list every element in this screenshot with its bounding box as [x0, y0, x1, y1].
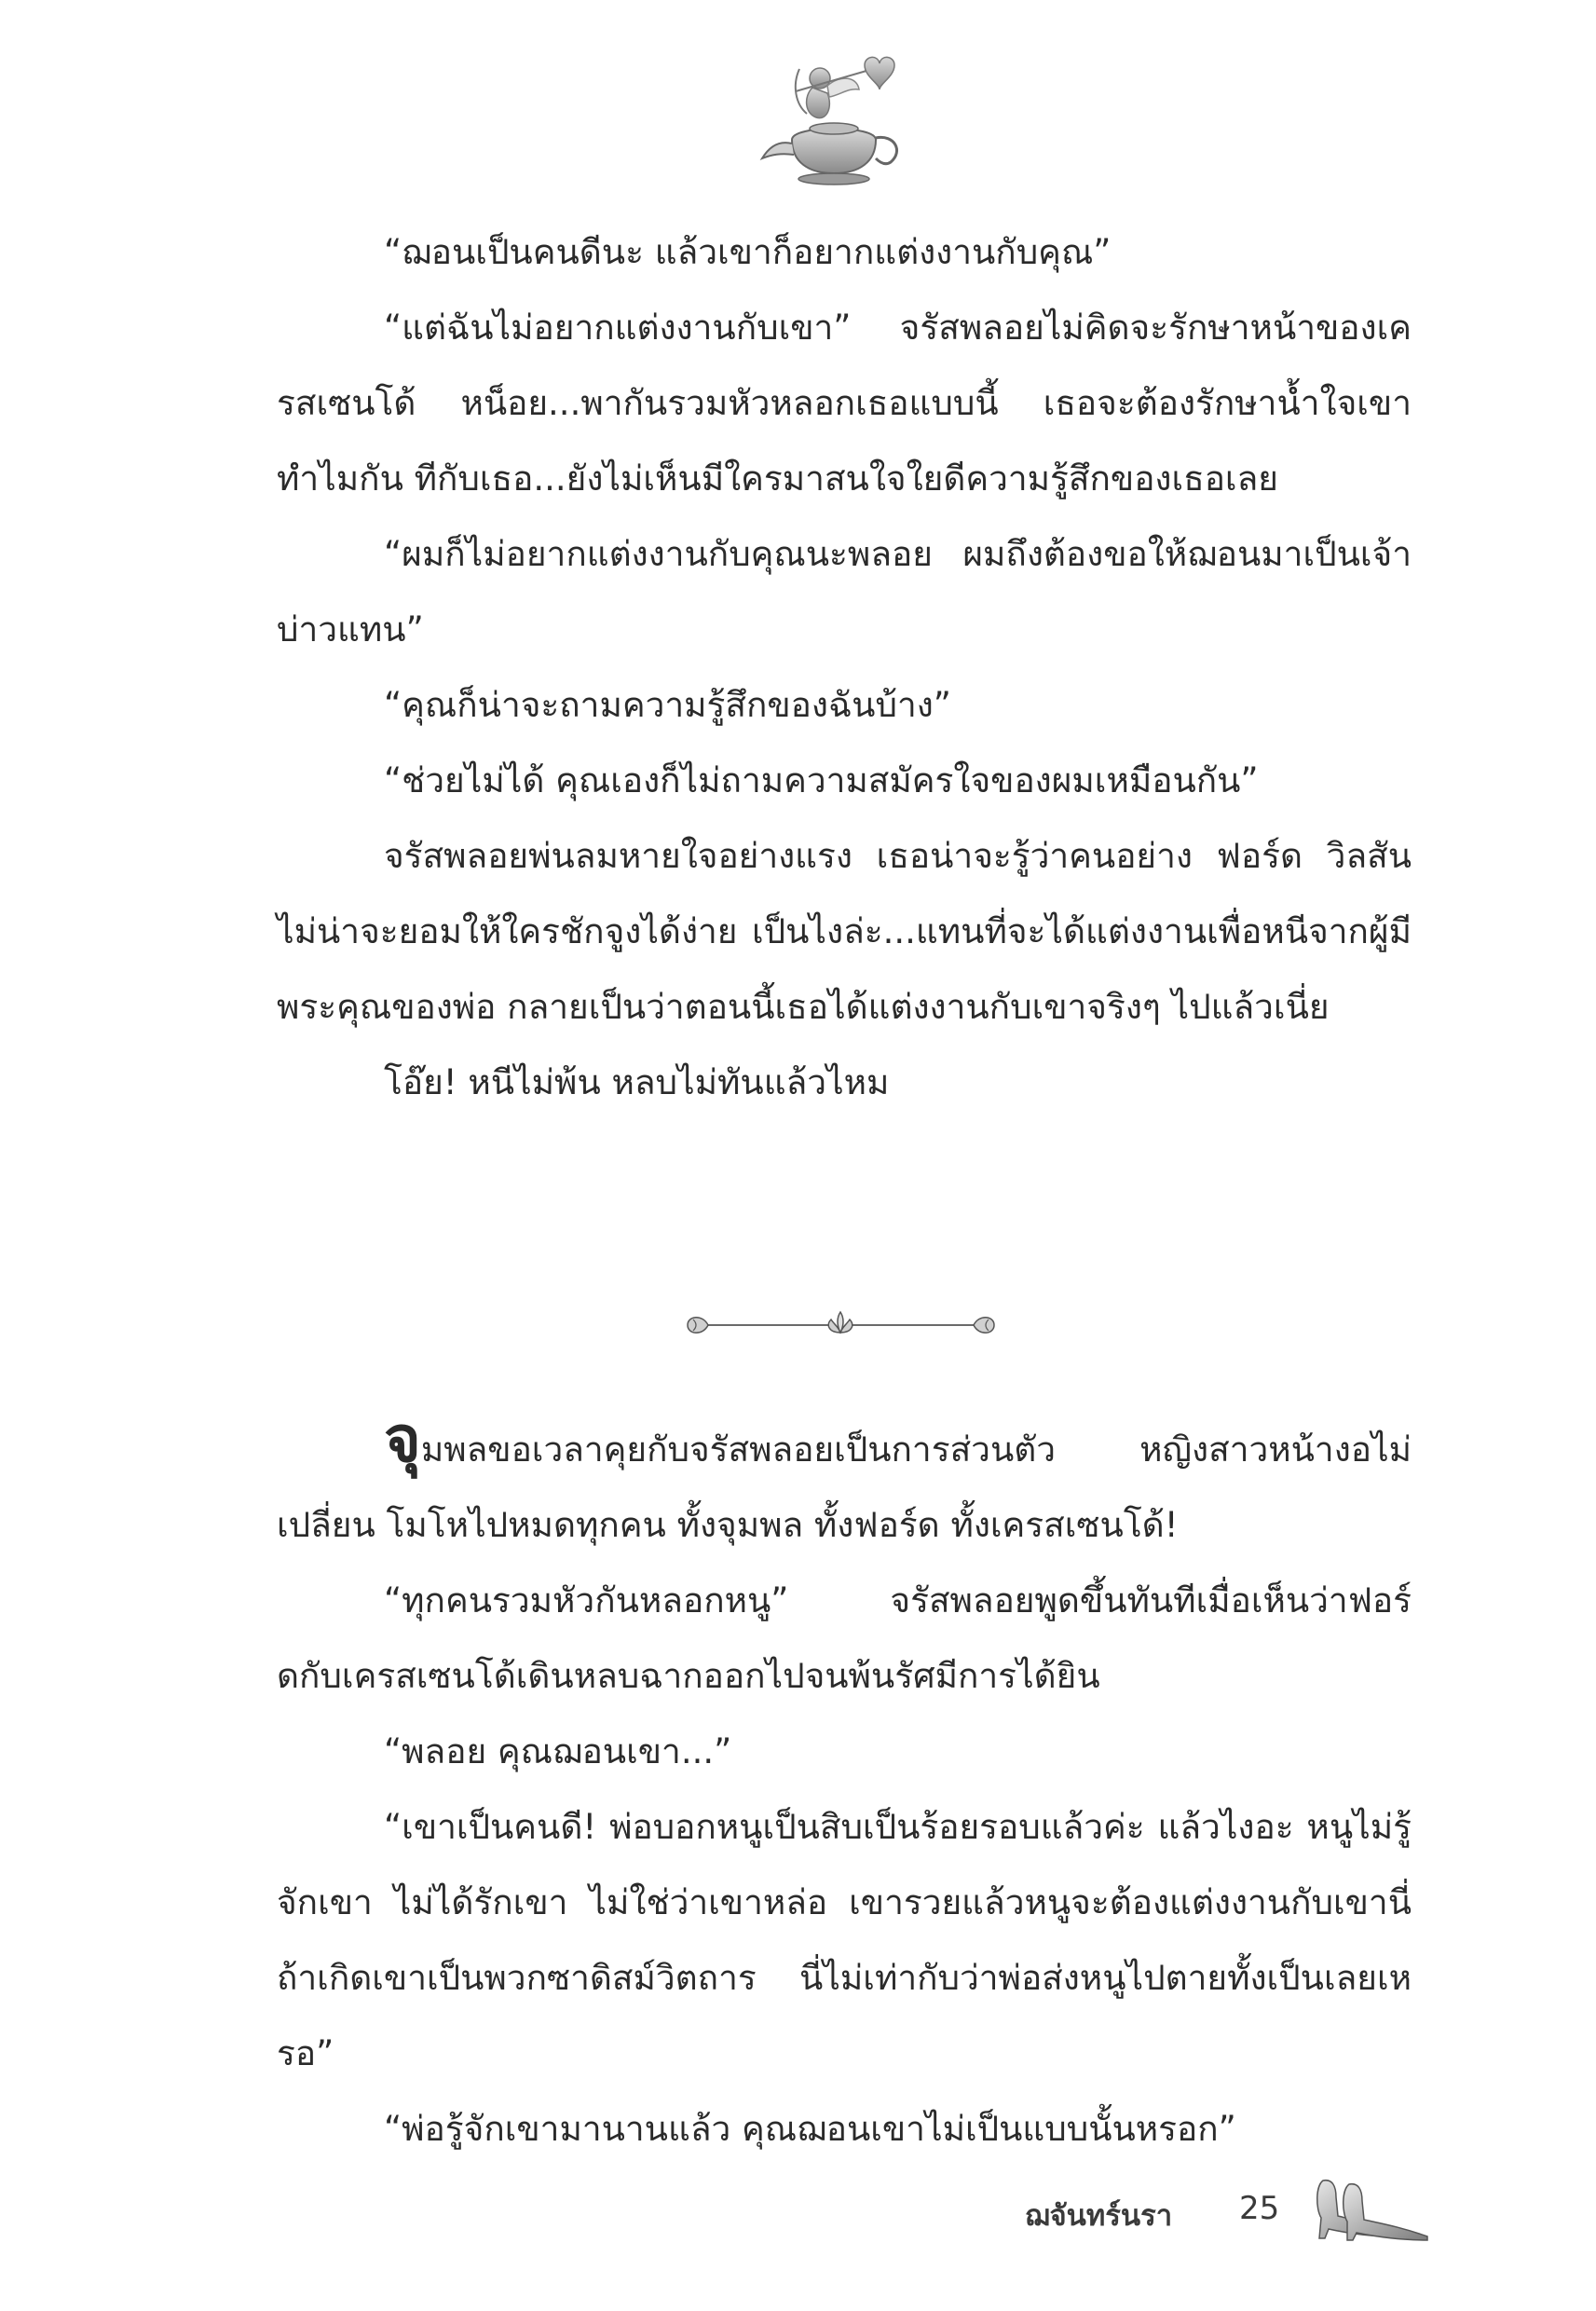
page-number: 25 [1239, 2190, 1280, 2227]
paragraph: “ฌอนเป็นคนดีนะ แล้วเขาก็อยากแต่งงานกับคุณ” [384, 232, 1112, 272]
floral-divider-icon [680, 1305, 1002, 1346]
paragraph: “ผมก็ไม่อยากแต่งงานกับคุณนะพลอย ผมถึงต้องขอให้ฌอนมาเป็นเจ้าบ่าวแทน” [277, 534, 1412, 650]
paragraph: จรัสพลอยพ่นลมหายใจอย่างแรง เธอน่าจะรู้ว่าคนอย่าง ฟอร์ด วิลสัน ไม่น่าจะยอมให้ใครชักจูงได้ง่าย เป็นไงล่ะ...แทนที่จะได้แต่งงานเพื่อหนีจากผู้มีพระคุณของพ่อ กลายเป็นว่าตอนนี้เธอได้แต่งงานกับเขาจริงๆ ไปแล้วเนี่ย [277, 836, 1412, 1027]
high-heel-shoes-icon [1304, 2171, 1435, 2242]
cupid-teapot-ornament-icon [755, 48, 913, 188]
paragraph-opening-text: มพลขอเวลาคุยกับจรัสพลอยเป็นการส่วนตัว หญิงสาวหน้างอไม่เปลี่ยน โมโหไปหมดทุกคน ทั้งจุมพล ทั้งฟอร์ด ทั้งเครสเซนโด้! [277, 1429, 1412, 1545]
paragraph: โอ๊ย! หนีไม่พ้น หลบไม่ทันแล้วไหม [384, 1062, 890, 1102]
text-section-bottom [277, 1403, 1412, 2167]
paragraph: “คุณก็น่าจะถามความรู้สึกของฉันบ้าง” [384, 685, 951, 725]
paragraph: “พลอย คุณฌอนเขา...” [384, 1731, 732, 1771]
paragraph: “ช่วยไม่ได้ คุณเองก็ไม่ถามความสมัครใจของผมเหมือนกัน” [384, 760, 1259, 800]
paragraph: “แต่ฉันไม่อยากแต่งงานกับเขา” จรัสพลอยไม่คิดจะรักษาหน้าของเครสเซนโด้ หน็อย...พากันรวมหัวหลอกเธอแบบนี้ เธอจะต้องรักษาน้ำใจเขาทำไมกัน ทีกับเธอ...ยังไม่เห็นมีใครมาสนใจใยดีความรู้สึกของเธอเลย [277, 308, 1412, 499]
drop-cap: จุ [384, 1403, 421, 1477]
paragraph: “พ่อรู้จักเขามานานแล้ว คุณฌอนเขาไม่เป็นแบบนั้นหรอก” [384, 2109, 1236, 2149]
page-footer [1025, 2171, 1472, 2246]
footer-author: ฌจันทร์นรา [1025, 2199, 1173, 2233]
paragraph: “ทุกคนรวมหัวกันหลอกหนู” จรัสพลอยพูดขึ้นทันทีเมื่อเห็นว่าฟอร์ดกับเครสเซนโด้เดินหลบฉากออกไปจนพ้นรัศมีการได้ยิน [277, 1580, 1412, 1696]
paragraph-opening [277, 1403, 1412, 1563]
text-section-top [277, 214, 1412, 1120]
paragraph: “เขาเป็นคนดี! พ่อบอกหนูเป็นสิบเป็นร้อยรอบแล้วค่ะ แล้วไงอะ หนูไม่รู้จักเขา ไม่ได้รักเขา ไม่ใช่ว่าเขาหล่อ เขารวยแล้วหนูจะต้องแต่งงานกับเขานี่ ถ้าเกิดเขาเป็นพวกซาดิสม์วิตถาร นี่ไม่เท่ากับว่าพ่อส่งหนูไปตายทั้งเป็นเลยเหรอ” [277, 1807, 1412, 2073]
